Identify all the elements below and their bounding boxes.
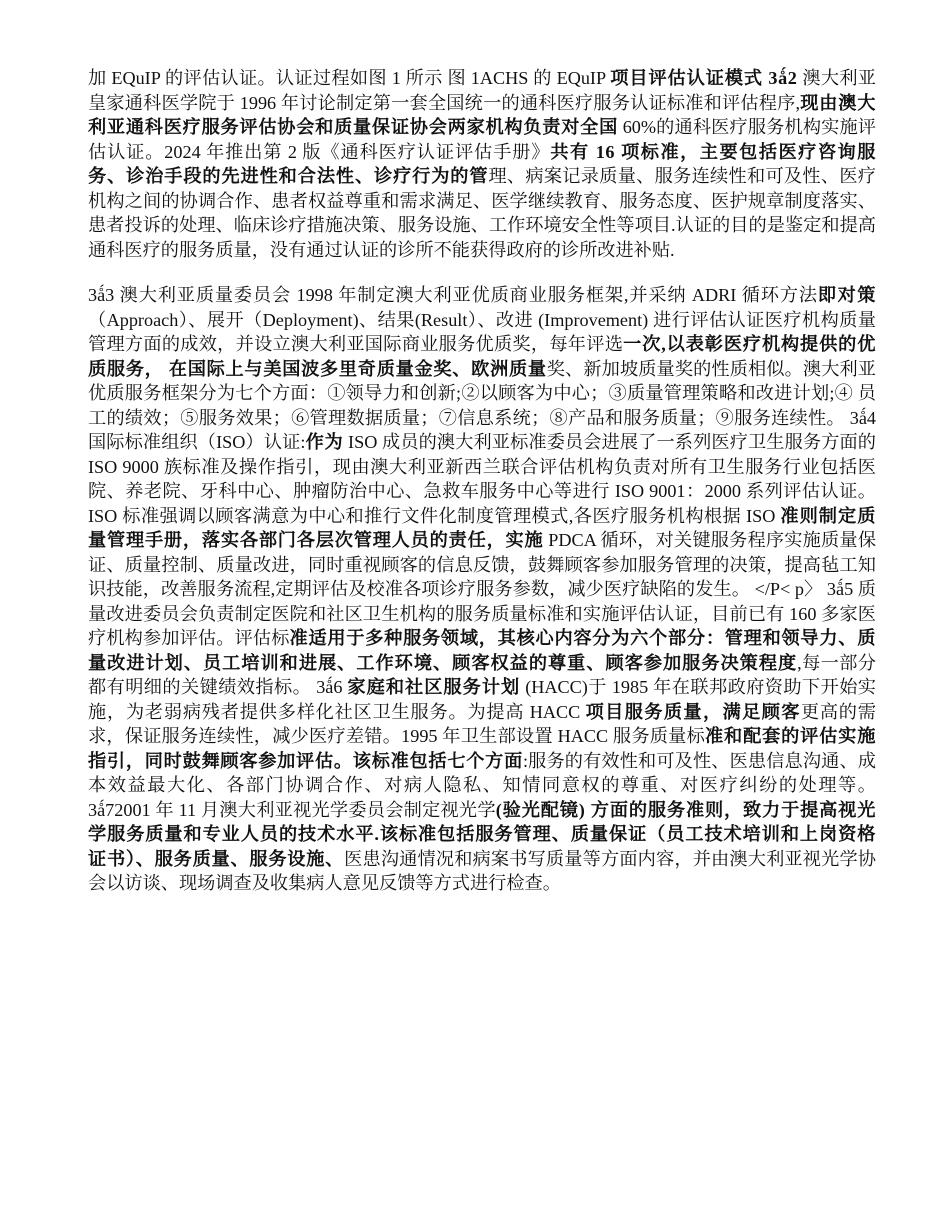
document-page [88, 66, 876, 896]
text-run: 理、病案记录质量、服务连续性和可及性、医疗机构之间的协调合作、患者权益尊重和需求满足、医学继续教育、服务态度、医护规章制度落实、患者投诉的处理、临床诊疗措施决策、服务设施、工作环境安全性等项目.认证的目的是鉴定和提高通科医疗的服务质量，没有通过认证的诊所不能获得政府的诊所改进补贴. [88, 166, 876, 260]
bold-text-run: 准和配套的评估实施指引，同时鼓舞顾客参加评估。该标准包括七个方面 [88, 726, 876, 771]
bold-text-run: 一次,以表彰医疗机构提供的优质服务， 在国际上与美国波多里奇质量金奖、欧洲质量 [88, 334, 876, 379]
bold-text-run: 家庭和社区服务计划 [347, 677, 521, 697]
bold-text-run: (验光配镜) 方面的服务准则，致力于提高视光学服务质量和专业人员的技术水平.该标准包括服务管理、质量保证（员工技术培训和上岗资格证书）、服务质量、服务设施、 [88, 799, 876, 869]
bold-text-run: 项目评估认证模式 3ǻ2 [610, 68, 798, 88]
bold-text-run: 准适用于多种服务领域，其核心内容分为六个部分：管理和领导力、质量改进计划、员工培训和进展、工作环境、顾客权益的尊重、顾客参加服务决策程度 [88, 628, 876, 673]
text-run: (HACC)于 1985 年在联邦政府资助下开始实施，为老弱病残者提供多样化社区卫生服务。为提高 HACC [88, 677, 876, 722]
bold-text-run: 准则制定质量管理手册，落实各部门各层次管理人员的责任，实施 [88, 505, 876, 550]
paragraph-2 [88, 283, 876, 896]
text-run: 奖、新加坡质量奖的性质相似。澳大利亚优质服务框架分为七个方面：①领导力和创新;②以顾客为中心；③质量管理策略和改进计划;④ 员工的绩效；⑤服务效果；⑥管理数据质量；⑦信息系统；⑧产品和服务质量；⑨服务连续性。 3ǻ4 国际标准组织（ISO）认证: [88, 358, 876, 452]
bold-text-run: 共有 16 项标准，主要包括医疗咨询服务、诊治手段的先进性和合法性、诊疗行为的管 [88, 141, 876, 186]
text-run: （Approach）、展开（Deployment)、结果(Result）、改进 (Improvement) 进行评估认证医疗机构质量管理方面的成效，并设立澳大利亚国际商业服务优质奖，每年评选 [88, 309, 876, 354]
bold-text-run: 作为 [305, 432, 344, 452]
paragraph-1 [88, 66, 876, 262]
text-run: 澳大利亚皇家通科医学院于 1996 年讨论制定第一套全国统一的通科医疗服务认证标准和评估程序, [88, 68, 876, 113]
text-run: ISO 成员的澳大利亚标准委员会进展了一系列医疗卫生服务方面的 ISO 9000 族标准及操作指引，现由澳大利亚新西兰联合评估机构负责对所有卫生服务行业包括医院、养老院、牙科中心、肿瘤防治中心、急救车服务中心等进行 ISO 9001：2000 系列评估认证。ISO 标准强调以顾客满意为中心和推行文件化制度管理模式,各医疗服务机构根据 ISO [88, 432, 876, 526]
bold-text-run: 项目服务质量，满足顾客 [585, 701, 801, 722]
text-run: 更高的需求，保证服务连续性，减少医疗差错。1995 年卫生部设置 HACC 服务质量标 [88, 701, 876, 746]
bold-text-run: 现由澳大利亚通科医疗服务评估协会和质量保证协会两家机构负责对全国 [88, 92, 876, 137]
text-run: 医患沟通情况和病案书写质量等方面内容，并由澳大利亚视光学协会以访谈、现场调查及收集病人意见反馈等方式进行检查。 [88, 848, 876, 893]
text-run: 加 EQuIP 的评估认证。认证过程如图 1 所示 图 1ACHS 的 EQuIP [88, 68, 611, 88]
text-run: PDCA 循环，对关键服务程序实施质量保证、质量控制、质量改进，同时重视顾客的信息反馈，鼓舞顾客参加服务管理的决策，提高毡工知识技能，改善服务流程,定期评估及校准各项诊疗服务参数，减少医疗缺陷的发生。 </P< p〉 3ǻ5 质量改进委员会负责制定医院和社区卫生机构的服务质量标准和实施评估认证，目前已有 160 多家医疗机构参加评估。评估标 [88, 530, 877, 648]
bold-text-run: 即对策 [817, 285, 876, 305]
text-run: 60%的通科医疗服务机构实施评估认证。2024 年推出第 2 版《通科医疗认证评估手册》 [88, 117, 876, 162]
text-run: :服务的有效性和可及性、医患信息沟通、成本效益最大化、各部门协调合作、对病人隐私、知情同意权的尊重、对医疗纠纷的处理等。 3ǻ72001 年 11 月澳大利亚视光学委员会制定视光学 [88, 750, 876, 820]
text-run: ,每一部分都有明细的关键绩效指标。 3ǻ6 [88, 652, 876, 697]
text-run: 3ǻ3 澳大利亚质量委员会 1998 年制定澳大利亚优质商业服务框架,并采纳 ADRI 循环方法 [88, 285, 818, 305]
